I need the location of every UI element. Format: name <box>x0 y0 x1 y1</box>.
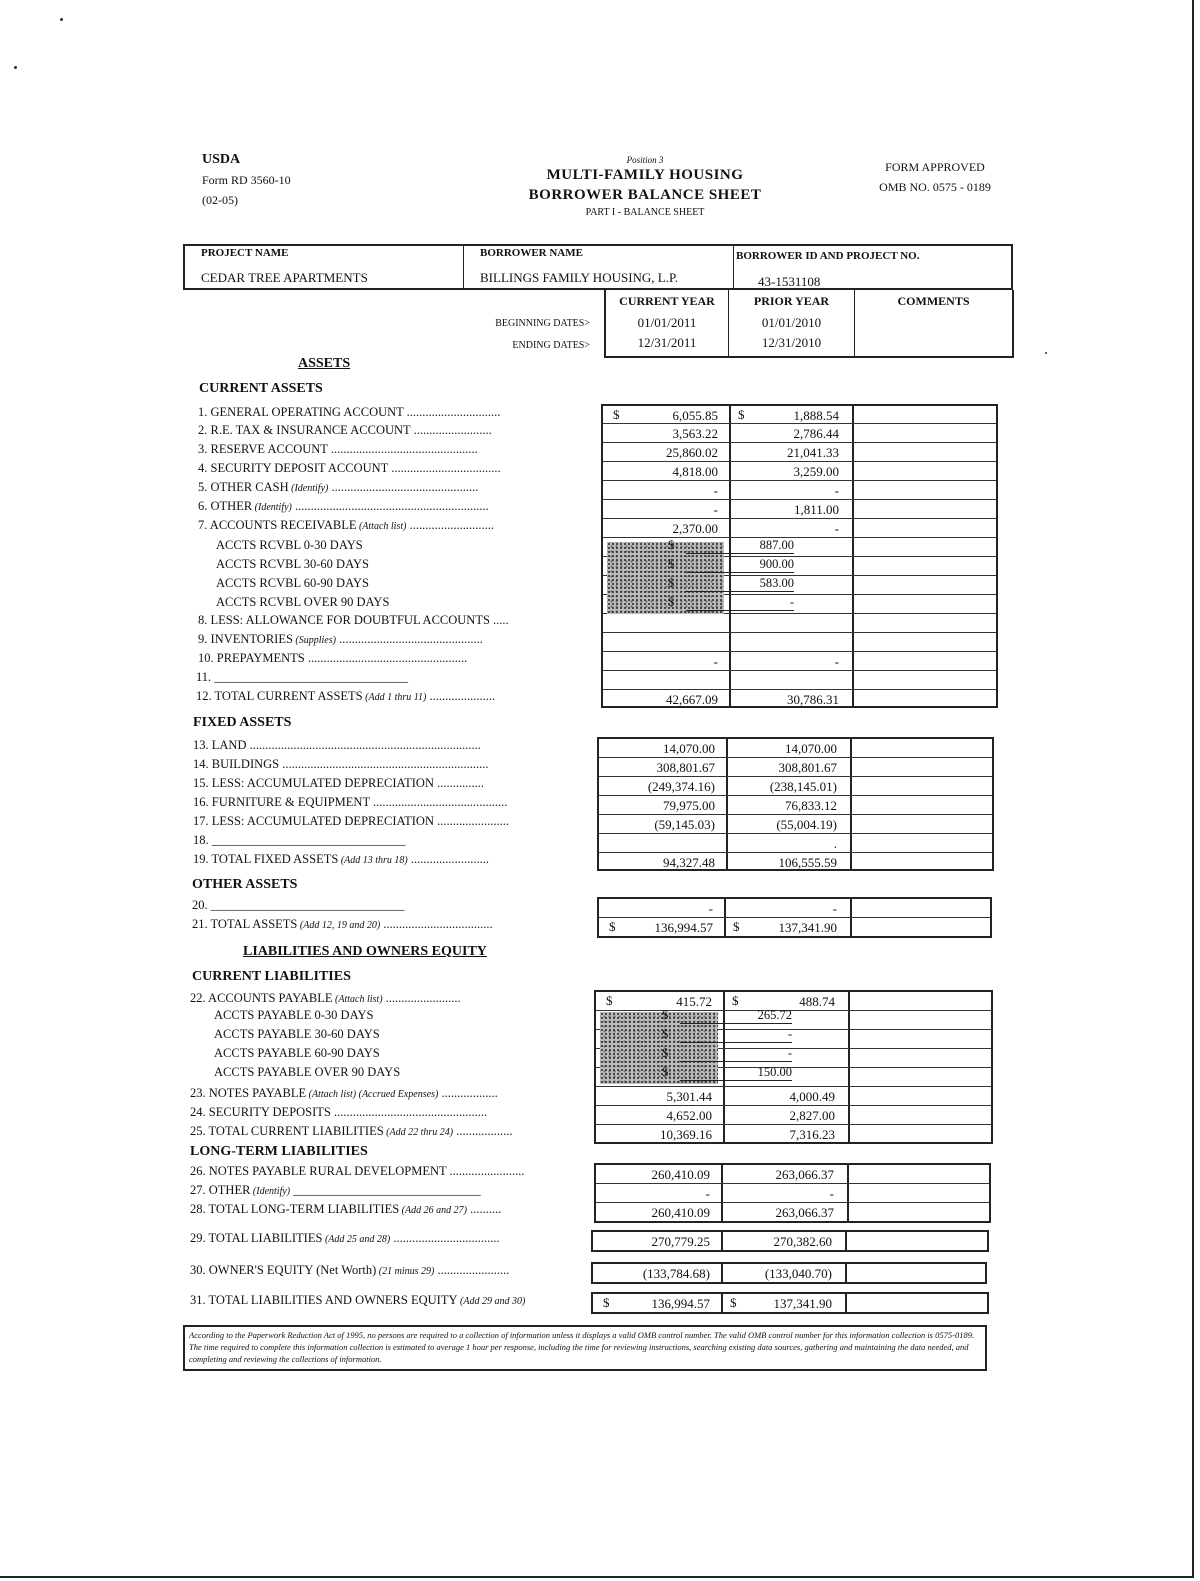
line-label <box>190 1086 498 1101</box>
aging-row <box>214 1008 792 1023</box>
liabilities-equity-heading: LIABILITIES AND OWNERS EQUITY <box>243 944 487 959</box>
dollar-sign: $ <box>733 919 740 934</box>
dollar-sign: $ <box>668 595 675 609</box>
line-label <box>190 1105 487 1120</box>
line-text: 27. OTHER <box>190 1183 251 1197</box>
line-note: (Attach list) <box>332 994 383 1005</box>
line-label <box>193 814 509 829</box>
line-text: 30. OWNER'S EQUITY (Net Worth) <box>190 1263 377 1277</box>
dollar-sign: $ <box>662 1065 669 1079</box>
form-date: (02-05) <box>202 193 238 207</box>
line-label <box>198 499 489 514</box>
form-id-block <box>202 150 291 210</box>
form-approved: FORM APPROVED <box>885 160 985 174</box>
long-term-grid <box>594 1163 991 1223</box>
line-leader: .................. <box>438 1086 498 1100</box>
line-text: 2. R.E. TAX & INSURANCE ACCOUNT ......................... <box>198 423 492 437</box>
line-text: 15. LESS: ACCUMULATED DEPRECIATION ............... <box>193 776 484 790</box>
line-text: 23. NOTES PAYABLE <box>190 1086 307 1100</box>
table-row <box>603 633 996 652</box>
scan-speck <box>60 18 63 21</box>
borrower-id-cell <box>734 246 1011 288</box>
line-leader: ................................... <box>380 917 493 931</box>
aging-row <box>214 1065 792 1080</box>
prior-year-value[interactable]: 1,888.54 <box>793 408 839 423</box>
current-year-col <box>606 290 729 356</box>
line-leader: ....................... <box>434 1263 510 1277</box>
current-year-label: CURRENT YEAR <box>619 294 715 308</box>
current-year-value[interactable]: 415.72 <box>676 994 712 1009</box>
project-info-box <box>183 244 1013 290</box>
line-note: (Supplies) <box>292 635 336 646</box>
current-year-value[interactable]: - <box>708 901 713 916</box>
prior-year-value[interactable]: 30,786.31 <box>787 692 839 707</box>
current-year-value[interactable]: (133,784.68) <box>642 1266 710 1281</box>
prior-year-value[interactable]: 4,000.49 <box>789 1089 835 1104</box>
line-text: 25. TOTAL CURRENT LIABILITIES <box>190 1124 384 1138</box>
table-row <box>603 671 996 690</box>
line-text: 29. TOTAL LIABILITIES <box>190 1231 323 1245</box>
line-text: 14. BUILDINGS .................................................................. <box>193 757 489 771</box>
current-year-value[interactable]: 14,070.00 <box>663 741 715 756</box>
prior-year-value[interactable]: - <box>834 521 839 536</box>
current-year-value[interactable]: 3,563.22 <box>672 426 718 441</box>
line-text: 3. RESERVE ACCOUNT ............................................... <box>198 442 478 456</box>
current-assets-grid <box>601 404 998 708</box>
aging-label: ACCTS PAYABLE 60-90 DAYS <box>214 1046 380 1060</box>
prior-year-label: PRIOR YEAR <box>753 294 830 308</box>
prior-year-col <box>729 290 855 356</box>
dollar-sign: $ <box>662 1008 669 1022</box>
line-leader: .......... <box>466 1202 502 1216</box>
line-note: (Add 22 thru 24) <box>383 1127 454 1138</box>
title-line-1: MULTI-FAMILY HOUSING <box>546 167 744 183</box>
line-leader: ............................................... <box>328 480 479 494</box>
line-leader: ........................... <box>406 518 494 532</box>
prior-year-value[interactable]: (238,145.01) <box>769 779 837 794</box>
borrower-id-field[interactable]: 43-1531108 <box>758 274 821 289</box>
current-year-value[interactable]: 79,975.00 <box>663 798 715 813</box>
line-label <box>198 480 478 495</box>
prior-year-value[interactable]: - <box>829 1186 834 1201</box>
line-note: (Add 26 and 27) <box>399 1205 467 1216</box>
fixed-assets-heading: FIXED ASSETS <box>193 715 292 730</box>
scan-speck <box>14 66 17 69</box>
current-year-value[interactable]: 4,652.00 <box>666 1108 712 1123</box>
line-label <box>198 423 492 438</box>
project-name-cell <box>185 246 464 288</box>
line-label <box>196 689 495 704</box>
aging-row <box>216 576 794 591</box>
total-liabilities-grid <box>591 1230 989 1252</box>
line-label <box>192 898 405 913</box>
prior-year-value[interactable]: - <box>834 483 839 498</box>
line-text: 12. TOTAL CURRENT ASSETS <box>196 689 363 703</box>
current-liabilities-heading: CURRENT LIABILITIES <box>192 969 351 984</box>
line-text: 21. TOTAL ASSETS <box>192 917 298 931</box>
dollar-sign: $ <box>662 1027 669 1041</box>
prior-year-value[interactable]: 263,066.37 <box>775 1205 834 1220</box>
current-year-value[interactable]: 94,327.48 <box>663 855 715 870</box>
aging-amount[interactable]: - <box>680 1046 792 1062</box>
line-label <box>198 632 483 647</box>
dollar-sign: $ <box>662 1046 669 1060</box>
project-name-field[interactable]: CEDAR TREE APARTMENTS <box>201 270 368 285</box>
prior-year-value[interactable]: 14,070.00 <box>785 741 837 756</box>
line-label <box>193 795 507 810</box>
line-text: 9. INVENTORIES <box>198 632 293 646</box>
line-label <box>193 757 488 772</box>
line-label <box>198 461 501 476</box>
prior-year-value[interactable]: 7,316.23 <box>789 1127 835 1142</box>
aging-row <box>216 595 794 610</box>
prior-year-value[interactable]: 21,041.33 <box>787 445 839 460</box>
current-year-value[interactable]: 4,818.00 <box>672 464 718 479</box>
aging-row <box>214 1027 792 1042</box>
line-leader: ......................... <box>407 852 490 866</box>
aging-label: ACCTS RCVBL OVER 90 DAYS <box>216 595 390 609</box>
current-year-value[interactable]: 136,994.57 <box>654 920 713 935</box>
current-assets-heading: CURRENT ASSETS <box>199 381 323 396</box>
line-label <box>193 738 481 753</box>
owners-equity-grid <box>591 1262 987 1284</box>
total-liab-equity-grid <box>591 1292 989 1314</box>
long-term-liabilities-heading: LONG-TERM LIABILITIES <box>190 1144 368 1159</box>
current-year-value[interactable]: - <box>713 483 718 498</box>
current-year-value[interactable]: 260,410.09 <box>651 1205 710 1220</box>
aging-label: ACCTS RCVBL 0-30 DAYS <box>216 538 363 552</box>
line-label <box>190 1164 525 1179</box>
aging-amount[interactable]: 583.00 <box>686 576 794 592</box>
ending-dates-label: ENDING DATES> <box>512 340 590 351</box>
table-row <box>603 614 996 633</box>
line-text: 13. LAND .......................................................................... <box>193 738 481 752</box>
prior-end-date[interactable]: 12/31/2010 <box>761 335 822 350</box>
current-begin-date[interactable]: 01/01/2011 <box>637 315 697 330</box>
line-note: (Add 12, 19 and 20) <box>297 920 381 931</box>
prior-year-value[interactable]: 137,341.90 <box>778 920 837 935</box>
line-text: 28. TOTAL LONG-TERM LIABILITIES <box>190 1202 400 1216</box>
line-text: 19. TOTAL FIXED ASSETS <box>193 852 339 866</box>
line-note: (Attach list) (Accrued Expenses) <box>306 1089 439 1100</box>
line-text: 10. PREPAYMENTS ................................................... <box>198 651 468 665</box>
aging-amount[interactable]: 150.00 <box>680 1065 792 1081</box>
aging-label: ACCTS PAYABLE 0-30 DAYS <box>214 1008 374 1022</box>
fixed-assets-grid <box>597 737 994 871</box>
prior-year-value[interactable]: (55,004.19) <box>776 817 837 832</box>
current-end-date[interactable]: 12/31/2011 <box>637 335 697 350</box>
borrower-name-field[interactable]: BILLINGS FAMILY HOUSING, L.P. <box>480 270 679 285</box>
omb-number: OMB NO. 0575 - 0189 <box>879 180 991 194</box>
period-box <box>604 290 1014 358</box>
title-line-2: BORROWER BALANCE SHEET <box>528 187 762 203</box>
dollar-sign: $ <box>609 919 616 934</box>
line-leader: ______________________________ <box>290 1183 481 1197</box>
line-text: 24. SECURITY DEPOSITS ................................................. <box>190 1105 488 1119</box>
aging-label: ACCTS PAYABLE OVER 90 DAYS <box>214 1065 401 1079</box>
current-year-value[interactable]: 25,860.02 <box>666 445 718 460</box>
line-text: 16. FURNITURE & EQUIPMENT ........................................... <box>193 795 508 809</box>
line-label <box>193 776 484 791</box>
borrower-id-label: BORROWER ID AND PROJECT NO. <box>736 250 920 262</box>
aging-amount[interactable]: - <box>686 595 794 611</box>
prior-year-value[interactable]: 270,382.60 <box>773 1234 832 1249</box>
line-note: (Identify) <box>252 502 292 513</box>
line-text: 22. ACCOUNTS PAYABLE <box>190 991 333 1005</box>
dollar-sign: $ <box>613 407 620 422</box>
dollar-sign: $ <box>730 1295 737 1310</box>
line-text: 18. _______________________________ <box>193 833 406 847</box>
current-year-value[interactable]: - <box>713 502 718 517</box>
line-text: 1. GENERAL OPERATING ACCOUNT .............................. <box>198 405 501 419</box>
dollar-sign: $ <box>668 576 675 590</box>
prior-year-value[interactable]: 488.74 <box>799 994 835 1009</box>
line-label <box>192 917 493 932</box>
line-text: 31. TOTAL LIABILITIES AND OWNERS EQUITY <box>190 1293 458 1307</box>
current-year-value[interactable]: 260,410.09 <box>651 1167 710 1182</box>
line-label <box>190 991 461 1006</box>
current-year-value[interactable]: - <box>713 654 718 669</box>
prior-year-value[interactable]: (133,040.70) <box>764 1266 832 1281</box>
aging-label: ACCTS PAYABLE 30-60 DAYS <box>214 1027 380 1041</box>
line-leader: .............................................. <box>335 632 483 646</box>
line-text: 4. SECURITY DEPOSIT ACCOUNT ................................... <box>198 461 501 475</box>
line-text: 17. LESS: ACCUMULATED DEPRECIATION ....................... <box>193 814 509 828</box>
line-text: 11. _______________________________ <box>196 670 409 684</box>
current-year-value[interactable]: 10,369.16 <box>660 1127 712 1142</box>
line-leader: .............................................................. <box>291 499 489 513</box>
borrower-name-cell <box>464 246 734 288</box>
dollar-sign: $ <box>606 993 613 1008</box>
prior-year-value[interactable]: . <box>833 836 837 851</box>
line-label <box>198 518 494 533</box>
prior-year-value[interactable]: - <box>834 654 839 669</box>
prior-year-value[interactable]: 3,259.00 <box>793 464 839 479</box>
aging-amount[interactable]: 265.72 <box>680 1008 792 1024</box>
aging-row <box>214 1046 792 1061</box>
prior-year-value[interactable]: 137,341.90 <box>773 1296 832 1311</box>
line-label <box>190 1231 500 1246</box>
prior-year-value[interactable]: 2,827.00 <box>789 1108 835 1123</box>
aging-label: ACCTS RCVBL 60-90 DAYS <box>216 576 369 590</box>
line-text: 7. ACCOUNTS RECEIVABLE <box>198 518 357 532</box>
line-label <box>190 1263 509 1278</box>
line-label <box>190 1293 525 1308</box>
line-note: (Add 1 thru 11) <box>362 692 427 703</box>
prior-year-value[interactable]: 1,811.00 <box>793 502 839 517</box>
dollar-sign: $ <box>738 407 745 422</box>
line-leader: ..................... <box>426 689 496 703</box>
dollar-sign: $ <box>668 557 675 571</box>
beginning-dates-label: BEGINNING DATES> <box>495 318 590 329</box>
borrower-name-label: BORROWER NAME <box>480 247 583 259</box>
form-number: Form RD 3560-10 <box>202 173 291 187</box>
project-name-label: PROJECT NAME <box>201 247 289 259</box>
current-year-value[interactable]: 42,667.09 <box>666 692 718 707</box>
line-leader: .................. <box>453 1124 513 1138</box>
current-year-value[interactable]: - <box>705 1186 710 1201</box>
other-assets-grid <box>597 897 992 938</box>
part-label: PART I - BALANCE SHEET <box>585 207 705 218</box>
aging-label: ACCTS RCVBL 30-60 DAYS <box>216 557 369 571</box>
line-note: (Add 13 thru 18) <box>338 855 408 866</box>
aging-amount[interactable]: - <box>680 1027 792 1043</box>
line-label <box>198 442 478 457</box>
aging-row <box>216 538 794 553</box>
comments-col <box>855 290 1012 356</box>
line-label <box>198 651 467 666</box>
other-assets-heading: OTHER ASSETS <box>192 877 298 892</box>
line-text: 20. _______________________________ <box>192 898 405 912</box>
aging-row <box>216 557 794 572</box>
line-note: (Add 25 and 28) <box>322 1234 391 1245</box>
line-leader: ........................ <box>382 991 461 1005</box>
line-label <box>193 852 489 867</box>
position-label: Position 3 <box>626 155 664 165</box>
aging-amount[interactable]: 900.00 <box>686 557 794 573</box>
line-label <box>198 613 509 628</box>
aging-amount[interactable]: 887.00 <box>686 538 794 554</box>
current-liabilities-grid <box>594 990 993 1144</box>
line-note: (21 minus 29) <box>376 1266 435 1277</box>
dollar-sign: $ <box>732 993 739 1008</box>
prior-year-value[interactable]: 106,555.59 <box>778 855 837 870</box>
scan-speck <box>1045 352 1047 354</box>
dollar-sign: $ <box>668 538 675 552</box>
line-note: (Identify) <box>288 483 329 494</box>
line-label <box>198 405 500 420</box>
current-year-value[interactable]: 270,779.25 <box>651 1234 710 1249</box>
current-year-value[interactable]: 136,994.57 <box>651 1296 710 1311</box>
current-year-value[interactable]: 5,301.44 <box>666 1089 712 1104</box>
paperwork-notice: According to the Paperwork Reduction Act of 1995, no persons are required to a collection of information unless it displays a valid OMB control number. The valid OMB control number for this information collection is 0575-0189. The time required to complete this information collection is estimated to average 1 hour per response, including the time for reviewing instructions, searching existing data sources, gathering and maintaining the data needed, and completing and reviewing the collections of information. <box>183 1325 987 1371</box>
line-note: (Add 29 and 30) <box>457 1296 526 1307</box>
line-text: 8. LESS: ALLOWANCE FOR DOUBTFUL ACCOUNTS ..... <box>198 613 509 627</box>
current-year-value[interactable]: (59,145.03) <box>654 817 715 832</box>
prior-year-value[interactable]: 308,801.67 <box>778 760 837 775</box>
prior-begin-date[interactable]: 01/01/2010 <box>761 315 822 330</box>
line-label <box>190 1183 481 1198</box>
current-year-value[interactable]: (249,374.16) <box>647 779 715 794</box>
line-text: 26. NOTES PAYABLE RURAL DEVELOPMENT ........................ <box>190 1164 525 1178</box>
assets-heading: ASSETS <box>298 356 351 371</box>
dollar-sign: $ <box>603 1295 610 1310</box>
current-year-value[interactable]: 2,370.00 <box>672 521 718 536</box>
line-text: 5. OTHER CASH <box>198 480 289 494</box>
line-note: (Attach list) <box>356 521 407 532</box>
line-label <box>196 670 408 685</box>
current-year-value[interactable]: 6,055.85 <box>672 408 718 423</box>
line-text: 6. OTHER <box>198 499 253 513</box>
omb-block <box>860 157 1010 197</box>
prior-year-value[interactable]: 76,833.12 <box>785 798 837 813</box>
line-label <box>190 1202 501 1217</box>
agency-name: USDA <box>202 152 241 167</box>
current-year-value[interactable]: 308,801.67 <box>656 760 715 775</box>
comments-label: COMMENTS <box>897 294 970 308</box>
prior-year-value[interactable]: 2,786.44 <box>793 426 839 441</box>
prior-year-value[interactable]: - <box>832 901 837 916</box>
form-title-block <box>480 155 810 218</box>
line-label <box>190 1124 513 1139</box>
line-note: (Identify) <box>250 1186 291 1197</box>
prior-year-value[interactable]: 263,066.37 <box>775 1167 834 1182</box>
line-leader: .................................. <box>390 1231 500 1245</box>
line-label <box>193 833 406 848</box>
